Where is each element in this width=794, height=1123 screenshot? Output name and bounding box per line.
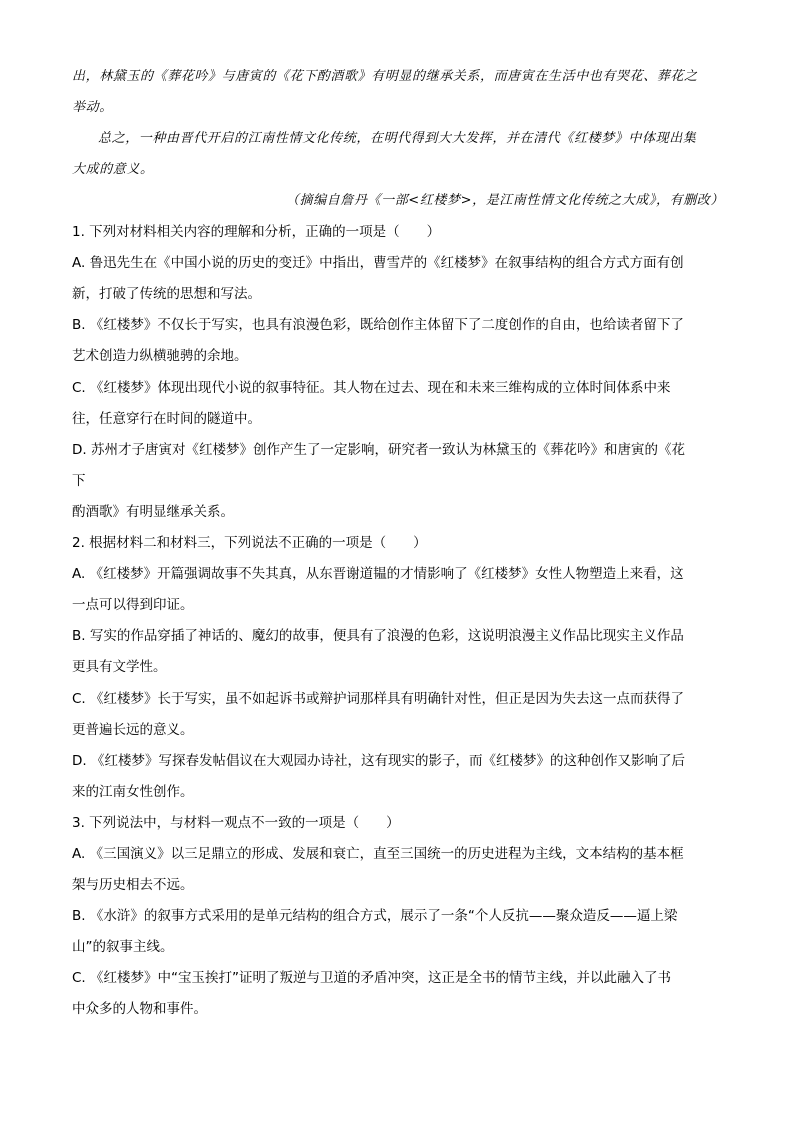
option-line: 酌酒歌》有明显继承关系。 bbox=[72, 504, 234, 520]
option-line: 艺术创造力纵横驰骋的余地。 bbox=[72, 348, 248, 364]
option-line: 更普遍长远的意义。 bbox=[72, 722, 194, 738]
option-line: 往，任意穿行在时间的隧道中。 bbox=[72, 411, 261, 427]
option-line: D. 苏州才子唐寅对《红楼梦》创作产生了一定影响，研究者一致认为林黛玉的《葬花吟》和唐寅的《花 bbox=[72, 442, 685, 458]
passage-text-line: 大成的意义。 bbox=[72, 162, 154, 177]
option-line: A. 《三国演义》以三足鼎立的形成、发展和衰亡，直至三国统一的历史进程为主线，文本结构的基本框 bbox=[72, 846, 684, 862]
passage-text-line: 举动。 bbox=[72, 100, 113, 115]
question-stem: 1. 下列对材料相关内容的理解和分析，正确的一项是（ ） bbox=[72, 224, 441, 240]
question-stem: 2. 根据材料二和材料三，下列说法不正确的一项是（ ） bbox=[72, 535, 427, 551]
option-line: 来的江南女性创作。 bbox=[72, 784, 194, 800]
option-line: 下 bbox=[72, 473, 86, 489]
option-line: B. 《水浒》的叙事方式采用的是单元结构的组合方式，展示了一条“个人反抗——聚众造反——逼上梁 bbox=[72, 908, 678, 924]
option-line: 中众多的人物和事件。 bbox=[72, 1001, 207, 1017]
passage-text-line: 出，林黛玉的《葬花吟》与唐寅的《花下酌酒歌》有明显的继承关系，而唐寅在生活中也有哭花、葬花之 bbox=[72, 69, 698, 84]
option-line: 新，打破了传统的思想和写法。 bbox=[72, 286, 261, 302]
option-line: C. 《红楼梦》中“宝玉挨打”证明了叛逆与卫道的矛盾冲突，这正是全书的情节主线，并以此融入了书 bbox=[72, 970, 671, 986]
option-line: A. 鲁迅先生在《中国小说的历史的变迁》中指出，曹雪芹的《红楼梦》在叙事结构的组合方式方面有创 bbox=[72, 255, 684, 271]
option-line: 架与历史相去不远。 bbox=[72, 877, 194, 893]
option-line: B. 《红楼梦》不仅长于写实，也具有浪漫色彩，既给创作主体留下了二度创作的自由，也给读者留下了 bbox=[72, 317, 684, 333]
option-line: C. 《红楼梦》长于写实，虽不如起诉书或辩护词那样具有明确针对性，但正是因为失去这一点而获得了 bbox=[72, 691, 685, 707]
passage-source-citation: （摘编自詹丹《一部<红楼梦>，是江南性情文化传统之大成》，有删改） bbox=[285, 193, 724, 208]
option-line: C. 《红楼梦》体现出现代小说的叙事特征。其人物在过去、现在和未来三维构成的立体时间体系中来 bbox=[72, 380, 671, 396]
option-line: B. 写实的作品穿插了神话的、魔幻的故事，便具有了浪漫的色彩，这说明浪漫主义作品比现实主义作品 bbox=[72, 628, 684, 644]
option-line: A. 《红楼梦》开篇强调故事不失其真，从东晋谢道韫的才情影响了《红楼梦》女性人物塑造上来看，这 bbox=[72, 566, 684, 582]
passage-text-line: 总之，一种由晋代开启的江南性情文化传统，在明代得到大大发挥，并在清代《红楼梦》中体现出集 bbox=[98, 131, 697, 146]
option-line: 更具有文学性。 bbox=[72, 659, 167, 675]
option-line: 一点可以得到印证。 bbox=[72, 597, 194, 613]
option-line: D. 《红楼梦》写探春发帖倡议在大观园办诗社，这有现实的影子，而《红楼梦》的这种创作又影响了后 bbox=[72, 753, 685, 769]
question-stem: 3. 下列说法中，与材料一观点不一致的一项是（ ） bbox=[72, 815, 400, 831]
option-line: 山”的叙事主线。 bbox=[72, 939, 174, 955]
